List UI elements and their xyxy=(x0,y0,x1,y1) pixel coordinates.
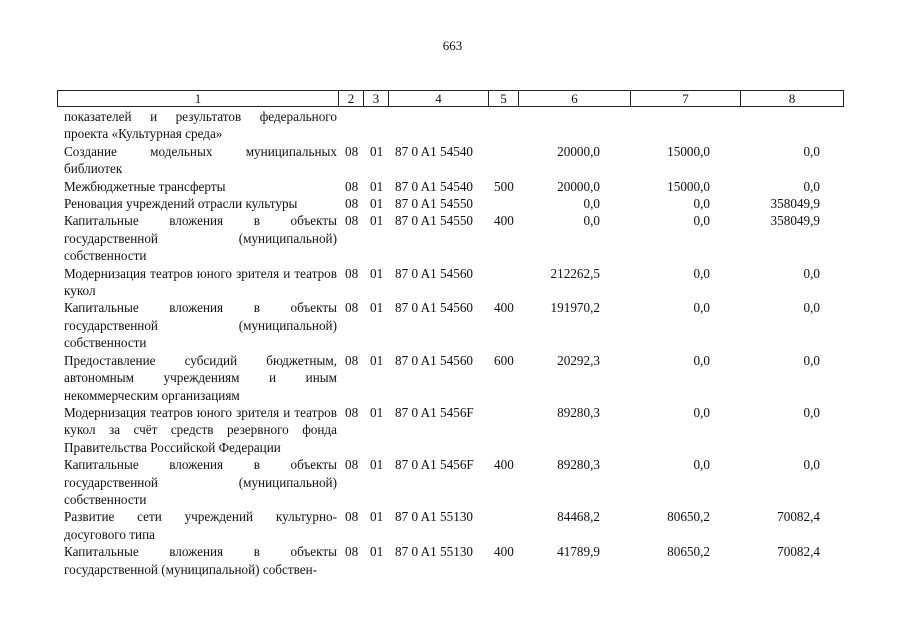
header-col-1: 1 xyxy=(194,91,202,106)
header-col-6: 6 xyxy=(518,91,630,106)
table-row xyxy=(0,456,905,508)
table-row xyxy=(0,195,905,212)
row-subsection: 01 xyxy=(370,544,384,560)
row-section: 08 xyxy=(345,544,359,560)
row-target-code: 87 0 A1 54550 xyxy=(395,196,474,212)
row-amount-3: 0,0 xyxy=(803,352,820,368)
table-row xyxy=(0,178,905,195)
row-amount-1: 20000,0 xyxy=(557,143,600,159)
row-expense-type: 400 xyxy=(494,544,514,560)
row-amount-1: 84468,2 xyxy=(557,509,600,525)
row-name: Реновация учреждений отрасли культуры xyxy=(64,196,298,212)
row-amount-1: 0,0 xyxy=(583,196,600,212)
row-name: Создание модельных муниципальных библиотек xyxy=(64,143,337,177)
row-amount-1: 89280,3 xyxy=(557,404,600,420)
row-amount-1: 212262,5 xyxy=(550,265,600,281)
row-target-code: 87 0 A1 5456F xyxy=(395,457,474,473)
row-subsection: 01 xyxy=(370,457,384,473)
row-expense-type: 500 xyxy=(494,178,514,194)
row-name: показателей и результатов федерального проекта «Культурная среда» xyxy=(64,109,337,142)
row-target-code: 87 0 A1 55130 xyxy=(395,544,474,560)
row-amount-2: 0,0 xyxy=(693,404,710,420)
row-amount-3: 0,0 xyxy=(803,457,820,473)
row-name: Капитальные вложения в объекты государственной (муниципальной) собственности xyxy=(64,213,337,264)
row-amount-3: 70082,4 xyxy=(777,544,820,560)
row-amount-1: 0,0 xyxy=(583,213,600,229)
row-subsection: 01 xyxy=(370,143,384,159)
row-expense-type: 400 xyxy=(494,300,514,316)
row-amount-3: 0,0 xyxy=(803,178,820,194)
row-amount-1: 41789,9 xyxy=(557,544,600,560)
row-expense-type: 400 xyxy=(494,213,514,229)
row-amount-2: 0,0 xyxy=(693,265,710,281)
row-subsection: 01 xyxy=(370,300,384,316)
row-amount-2: 0,0 xyxy=(693,300,710,316)
row-amount-2: 0,0 xyxy=(693,457,710,473)
row-amount-2: 15000,0 xyxy=(667,143,710,159)
row-section: 08 xyxy=(345,178,359,194)
row-expense-type: 400 xyxy=(494,457,514,473)
row-name: Капитальные вложения в объекты государственной (муниципальной) собственности xyxy=(64,457,337,507)
row-section: 08 xyxy=(345,265,359,281)
row-amount-2: 0,0 xyxy=(693,213,710,229)
header-col-3: 3 xyxy=(363,91,388,106)
row-subsection: 01 xyxy=(370,213,384,229)
header-col-8: 8 xyxy=(740,91,843,106)
row-section: 08 xyxy=(345,404,359,420)
row-amount-1: 20292,3 xyxy=(557,352,600,368)
row-target-code: 87 0 A1 54560 xyxy=(395,265,474,281)
row-section: 08 xyxy=(345,213,359,229)
row-target-code: 87 0 A1 54540 xyxy=(395,143,474,159)
header-col-4: 4 xyxy=(388,91,488,106)
table-row xyxy=(0,265,905,300)
row-target-code: 87 0 A1 54560 xyxy=(395,300,474,316)
row-name: Капитальные вложения в объекты государственной (муниципальной) собствен- xyxy=(64,544,337,577)
table-row xyxy=(0,212,905,264)
header-col-2: 2 xyxy=(338,91,363,106)
row-amount-2: 80650,2 xyxy=(667,509,710,525)
row-section: 08 xyxy=(345,143,359,159)
row-target-code: 87 0 A1 54550 xyxy=(395,213,474,229)
row-target-code: 87 0 A1 5456F xyxy=(395,404,474,420)
table-row xyxy=(0,543,905,578)
row-amount-3: 0,0 xyxy=(803,143,820,159)
row-subsection: 01 xyxy=(370,404,384,420)
row-amount-3: 358049,9 xyxy=(770,196,820,212)
page-number: 663 xyxy=(442,38,463,53)
row-name: Модернизация театров юного зрителя и театров кукол xyxy=(64,265,337,299)
row-name: Модернизация театров юного зрителя и театров кукол за счёт средств резервного фонда Правительства Российской Федерации xyxy=(64,404,337,455)
row-amount-3: 0,0 xyxy=(803,300,820,316)
row-target-code: 87 0 A1 54560 xyxy=(395,352,474,368)
table-body xyxy=(0,108,905,578)
row-name: Межбюджетные трансферты xyxy=(64,178,226,194)
header-col-5: 5 xyxy=(488,91,518,106)
row-amount-3: 358049,9 xyxy=(770,213,820,229)
row-section: 08 xyxy=(345,352,359,368)
row-section: 08 xyxy=(345,196,359,212)
row-section: 08 xyxy=(345,457,359,473)
row-expense-type: 600 xyxy=(494,352,514,368)
table-row xyxy=(0,299,905,351)
row-subsection: 01 xyxy=(370,352,384,368)
row-amount-3: 70082,4 xyxy=(777,509,820,525)
row-amount-2: 80650,2 xyxy=(667,544,710,560)
row-amount-2: 0,0 xyxy=(693,352,710,368)
row-amount-1: 89280,3 xyxy=(557,457,600,473)
row-target-code: 87 0 A1 54540 xyxy=(395,178,474,194)
row-amount-1: 20000,0 xyxy=(557,178,600,194)
row-amount-3: 0,0 xyxy=(803,404,820,420)
row-section: 08 xyxy=(345,300,359,316)
table-row xyxy=(0,108,905,143)
row-subsection: 01 xyxy=(370,196,384,212)
row-name: Капитальные вложения в объекты государственной (муниципальной) собственности xyxy=(64,300,337,351)
row-target-code: 87 0 A1 55130 xyxy=(395,509,474,525)
row-subsection: 01 xyxy=(370,509,384,525)
table-header-row xyxy=(57,90,844,107)
row-section: 08 xyxy=(345,509,359,525)
row-amount-3: 0,0 xyxy=(803,265,820,281)
row-amount-2: 15000,0 xyxy=(667,178,710,194)
table-row xyxy=(0,508,905,543)
table-row xyxy=(0,143,905,178)
table-row xyxy=(0,352,905,404)
header-col-7: 7 xyxy=(630,91,740,106)
row-name: Развитие сети учреждений культурно-досугового типа xyxy=(64,509,337,542)
row-amount-1: 191970,2 xyxy=(550,300,600,316)
row-amount-2: 0,0 xyxy=(693,196,710,212)
row-subsection: 01 xyxy=(370,178,384,194)
row-subsection: 01 xyxy=(370,265,384,281)
row-name: Предоставление субсидий бюджетным, автономным учреждениям и иным некоммерческим организациям xyxy=(64,352,337,403)
table-row xyxy=(0,404,905,456)
